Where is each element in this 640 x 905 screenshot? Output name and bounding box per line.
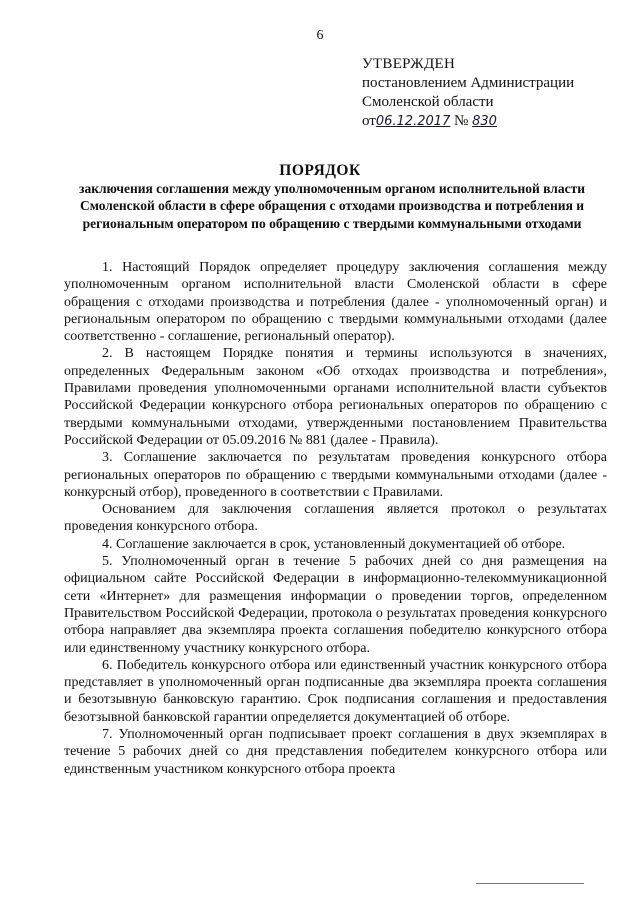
paragraph-2: 2. В настоящем Порядке понятия и термины используются в значениях, определенных Федеральным законом «Об отходах производства и потребления», Правилами проведения уполномоченными органами исполнительной власти субъектов Российской Федерации конкурсного отбора региональных операторов по обращению с твердыми коммунальными отходами, утвержденными постановлением Правительства Российской Федерации от 05.09.2016 № 881 (далее - Правила). <box>64 346 607 448</box>
approval-block <box>362 55 574 131</box>
paragraph-3: 3. Соглашение заключается по результатам проведения конкурсного отбора региональных операторов по обращению с твердыми коммунальными отходами (далее - конкурсный отбор), проведенного в соответствии с Правилами. <box>64 450 607 500</box>
approval-date-prefix: от <box>362 113 376 129</box>
approval-line-2: Смоленской области <box>362 94 494 110</box>
paragraph-5: 5. Уполномоченный орган в течение 5 рабочих дней со дня размещения на официальном сайте Российской Федерации в информационно-телекоммуникационной сети «Интернет» для размещения информации о проведении торгов, определенном Правительством Российской Федерации, протокола о результатах проведения конкурсного отбора направляет два экземпляра проекта соглашения победителю конкурсного отбора или единственному участнику конкурсного отбора. <box>64 554 607 656</box>
approval-number-prefix: № <box>454 113 469 129</box>
paragraph-4: 4. Соглашение заключается в срок, установленный документацией об отборе. <box>102 536 566 552</box>
approval-date-line <box>362 112 574 131</box>
approval-number-handwritten: 830 <box>472 114 497 129</box>
approval-date-handwritten: 06.12.2017 <box>375 114 451 129</box>
document-body <box>64 259 607 778</box>
document-title: ПОРЯДОК <box>279 162 361 179</box>
footer-rule <box>476 883 584 884</box>
paragraph-1: 1. Настоящий Порядок определяет процедуру заключения соглашения между уполномоченным органом исполнительной власти Смоленской области в сфере обращения с отходами производства и потребления (далее - уполномоченный орган) и региональным оператором по обращению с твердыми коммунальными отходами (далее соответственно - соглашение, региональный оператор). <box>64 260 607 345</box>
paragraph-6: 6. Победитель конкурсного отбора или единственный участник конкурсного отбора представляет в уполномоченный орган подписанные два экземпляра проекта соглашения и безотзывную банковскую гарантию. Срок подписания соглашения и предоставления безотзывной банковской гарантии определяется документацией об отборе. <box>64 657 607 725</box>
page-number: 6 <box>316 28 324 43</box>
paragraph-3-basis: Основанием для заключения соглашения является протокол о результатах проведения конкурсного отбора. <box>64 502 607 535</box>
approval-line-1: постановлением Администрации <box>362 75 575 91</box>
document-subtitle: заключения соглашения между уполномоченным органом исполнительной власти Смоленской области в сфере обращения с отходами производства и потребления и региональным оператором по обращению с твердыми коммунальными отходами <box>79 181 585 231</box>
approval-heading: УТВЕРЖДЕН <box>362 56 456 72</box>
paragraph-7: 7. Уполномоченный орган подписывает проект соглашения в двух экземплярах в течение 5 рабочих дней со дня представления победителем конкурсного отбора или единственным участником конкурсного отбора проекта <box>64 727 607 777</box>
